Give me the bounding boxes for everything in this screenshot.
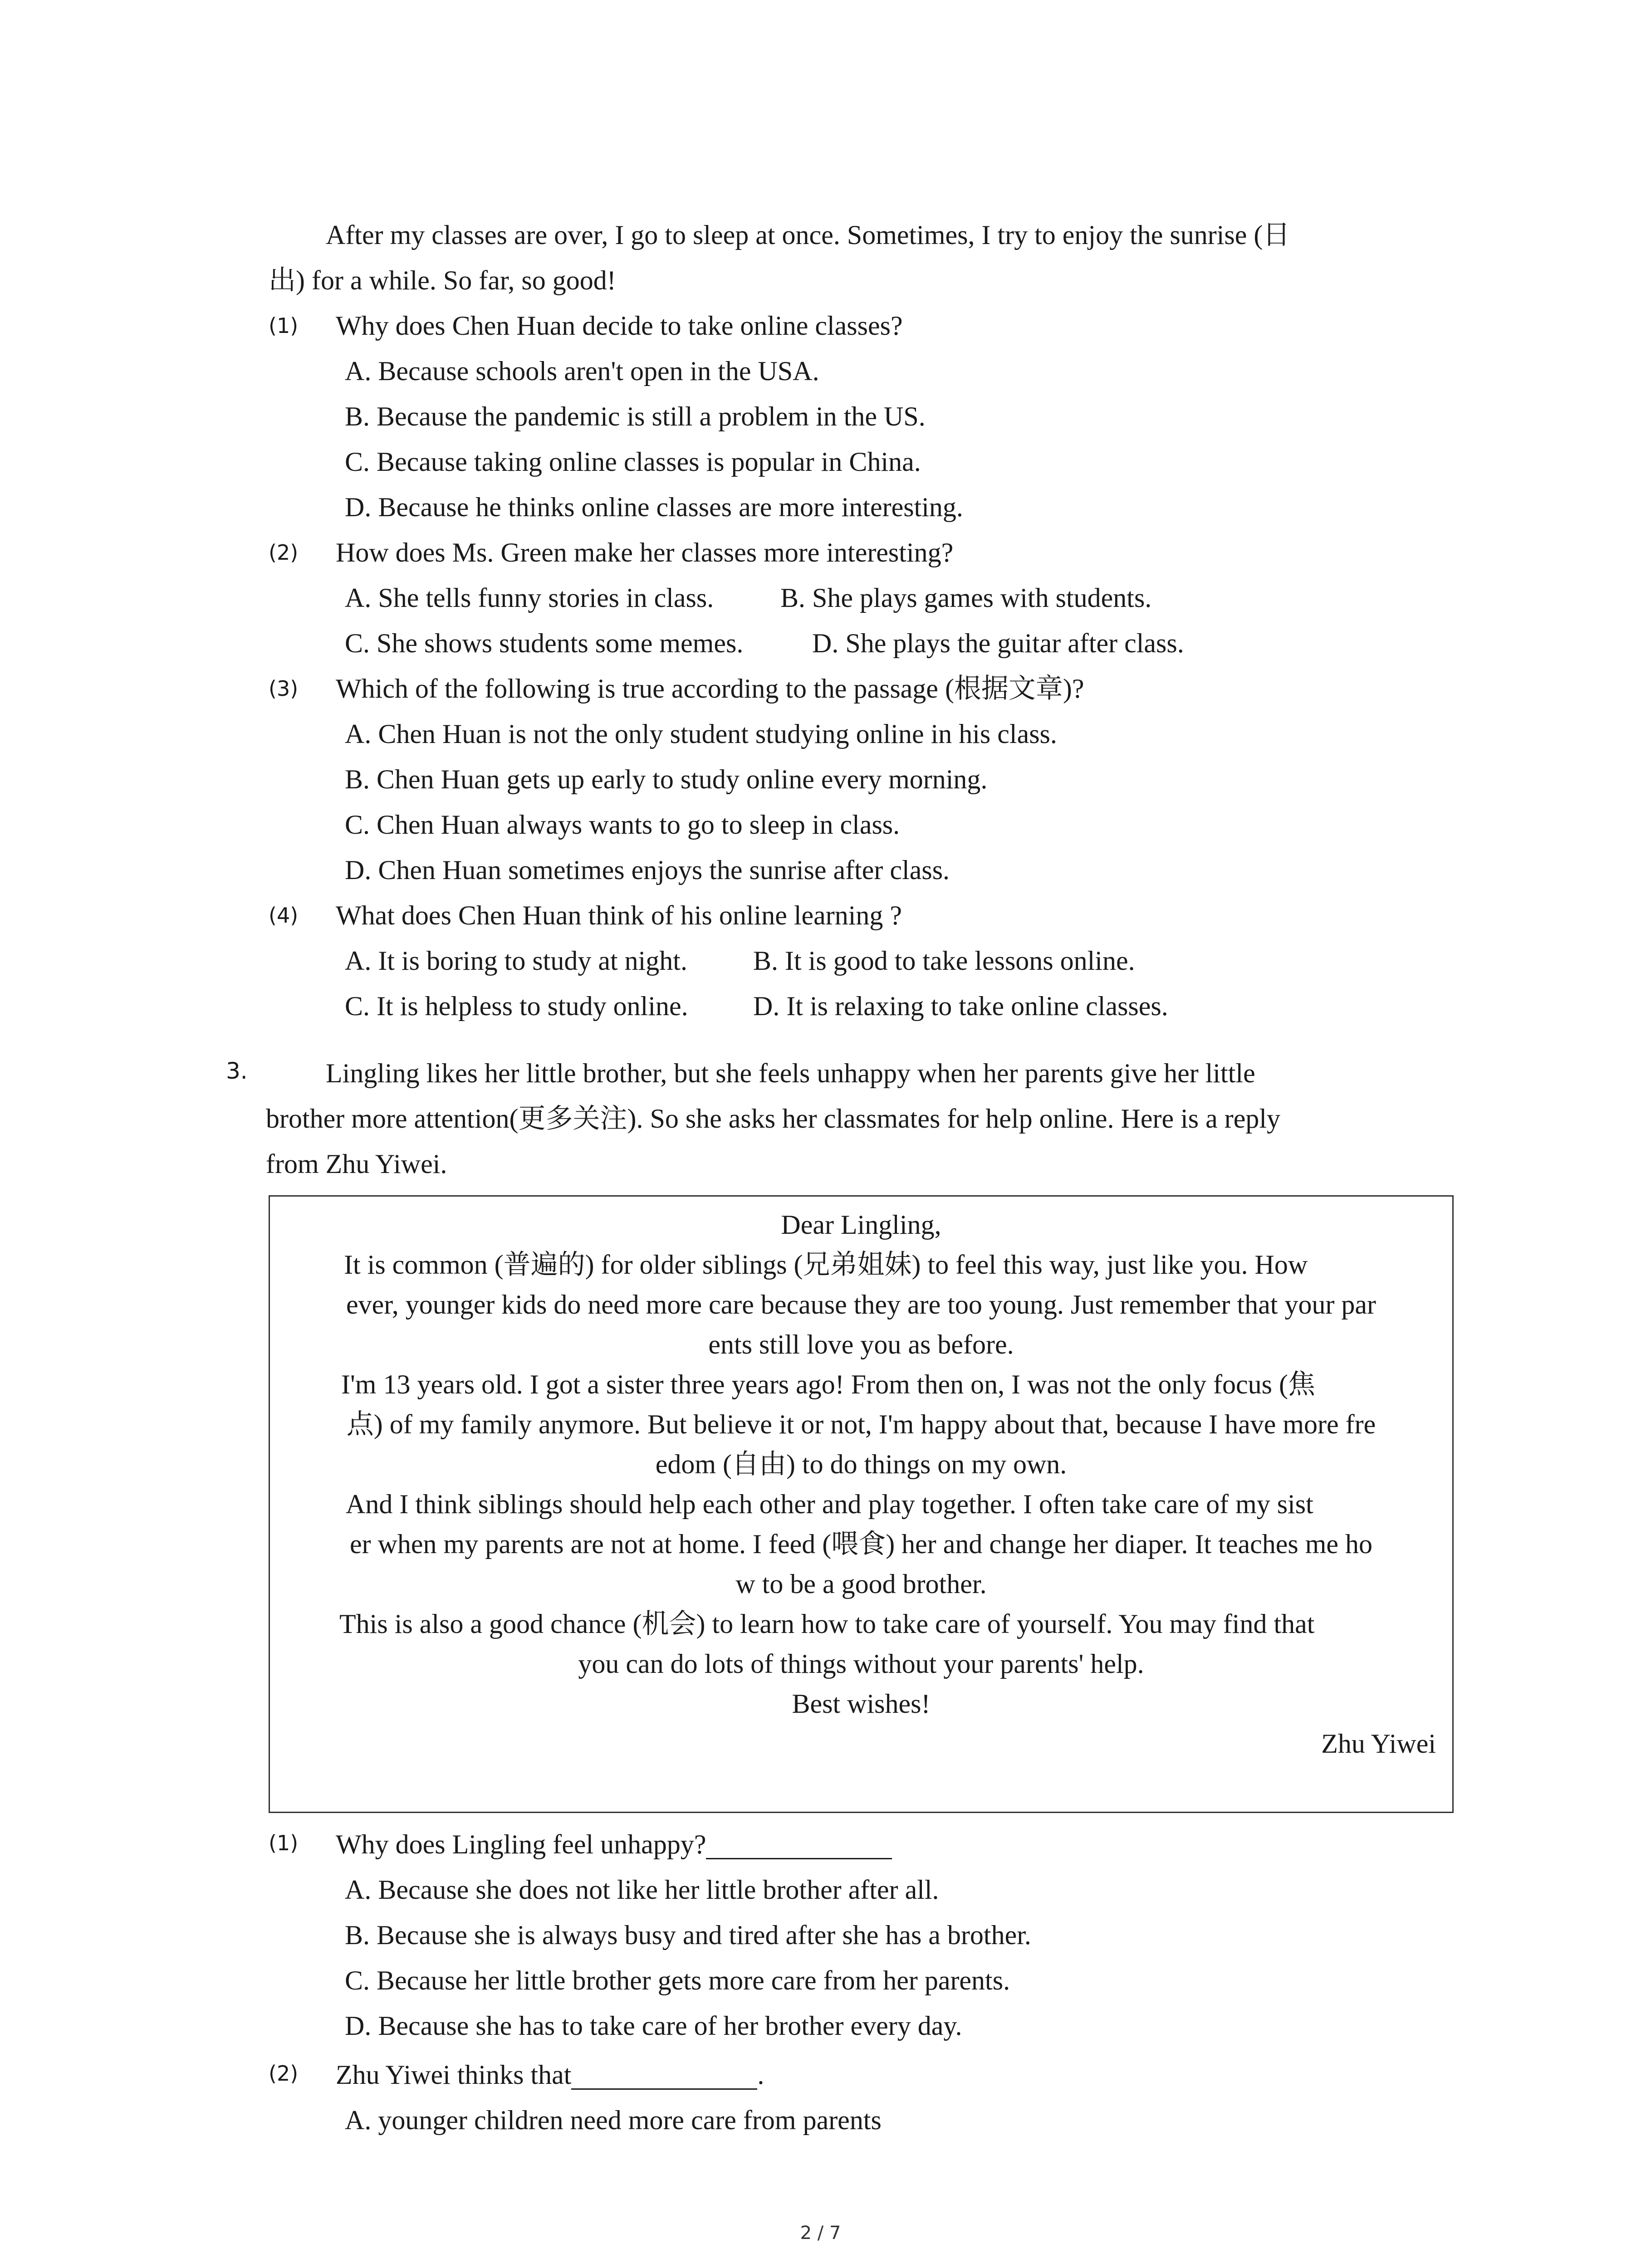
section-intro-line: from Zhu Yiwei. [266, 1149, 447, 1179]
letter-line: ever, younger kids do need more care because they are too young. Just remember that your par [346, 1290, 1376, 1320]
letter-greeting: Dear Lingling, [781, 1210, 941, 1240]
option-a: A. younger children need more care from parents [345, 2105, 882, 2135]
answer-blank[interactable] [706, 1831, 892, 1859]
letter-line: edom (自由) to do things on my own. [655, 1449, 1067, 1479]
passage-line: After my classes are over, I go to sleep at once. Sometimes, I try to enjoy the sunrise (日 [326, 220, 1290, 250]
answer-blank[interactable] [571, 2061, 757, 2090]
question-number: (3) [269, 676, 299, 701]
letter-line: er when my parents are not at home. I feed (喂食) her and change her diaper. It teaches me ho [349, 1529, 1373, 1559]
option-b: B. Chen Huan gets up early to study online every morning. [345, 764, 988, 794]
question-text: Why does Chen Huan decide to take online classes? [336, 311, 903, 341]
question-number: (2) [269, 2061, 299, 2086]
question-text: What does Chen Huan think of his online learning ? [336, 900, 902, 930]
option-a: A. Because schools aren't open in the USA. [345, 356, 819, 386]
option-a: A. Because she does not like her little brother after all. [345, 1875, 939, 1905]
option-c: C. Chen Huan always wants to go to sleep in class. [345, 810, 900, 840]
letter-line: ents still love you as before. [708, 1330, 1014, 1359]
section-intro-line: brother more attention(更多关注). So she asks her classmates for help online. Here is a reply [266, 1104, 1281, 1134]
option-d: D. It is relaxing to take online classes. [753, 991, 1168, 1021]
section-intro-line: Lingling likes her little brother, but she feels unhappy when her parents give her little [326, 1058, 1255, 1088]
option-a: A. Chen Huan is not the only student studying online in his class. [345, 719, 1057, 749]
option-b: B. It is good to take lessons online. [753, 946, 1135, 976]
question-text [336, 1831, 892, 1859]
option-b: B. She plays games with students. [780, 583, 1152, 613]
option-b: B. Because the pandemic is still a problem in the US. [345, 401, 926, 431]
question-text: Which of the following is true according to the passage (根据文章)? [336, 674, 1084, 704]
question-label: Why does Lingling feel unhappy? [336, 1829, 706, 1859]
letter-line: you can do lots of things without your parents' help. [578, 1649, 1144, 1679]
question-label: Zhu Yiwei thinks that [336, 2060, 572, 2090]
letter-closing: Best wishes! [792, 1689, 931, 1719]
letter-line: I'm 13 years old. I got a sister three years ago! From then on, I was not the only focus (焦 [341, 1369, 1315, 1399]
question-number: (1) [269, 313, 299, 338]
option-b: B. Because she is always busy and tired after she has a brother. [345, 1920, 1031, 1950]
question-text [336, 2061, 764, 2090]
option-c: C. Because taking online classes is popular in China. [345, 447, 921, 477]
letter-signature: Zhu Yiwei [1321, 1729, 1436, 1759]
question-text: How does Ms. Green make her classes more interesting? [336, 538, 954, 567]
question-number: (2) [269, 540, 299, 565]
letter-line: This is also a good chance (机会) to learn how to take care of yourself. You may find that [339, 1609, 1315, 1639]
option-c: C. It is helpless to study online. [345, 991, 688, 1021]
option-d: D. Chen Huan sometimes enjoys the sunrise after class. [345, 855, 950, 885]
option-d: D. She plays the guitar after class. [812, 628, 1184, 658]
letter-line: It is common (普遍的) for older siblings (兄弟姐妹) to feel this way, just like you. How [344, 1250, 1308, 1280]
question-suffix: . [757, 2060, 764, 2090]
letter-line: And I think siblings should help each other and play together. I often take care of my sist [346, 1489, 1313, 1519]
option-d: D. Because he thinks online classes are more interesting. [345, 492, 963, 522]
option-d: D. Because she has to take care of her brother every day. [345, 2011, 962, 2041]
question-number: (4) [269, 903, 299, 928]
option-a: A. She tells funny stories in class. [345, 583, 714, 613]
option-c: C. Because her little brother gets more care from her parents. [345, 1965, 1010, 1995]
option-a: A. It is boring to study at night. [345, 946, 687, 976]
section-number: 3. [226, 1058, 248, 1084]
page-number: 2 / 7 [800, 2223, 841, 2244]
question-number: (1) [269, 1831, 299, 1855]
option-c: C. She shows students some memes. [345, 628, 744, 658]
letter-line: w to be a good brother. [735, 1569, 987, 1599]
passage-line: 出) for a while. So far, so good! [269, 265, 616, 295]
letter-line: 点) of my family anymore. But believe it or not, I'm happy about that, because I have more fre [346, 1409, 1376, 1439]
